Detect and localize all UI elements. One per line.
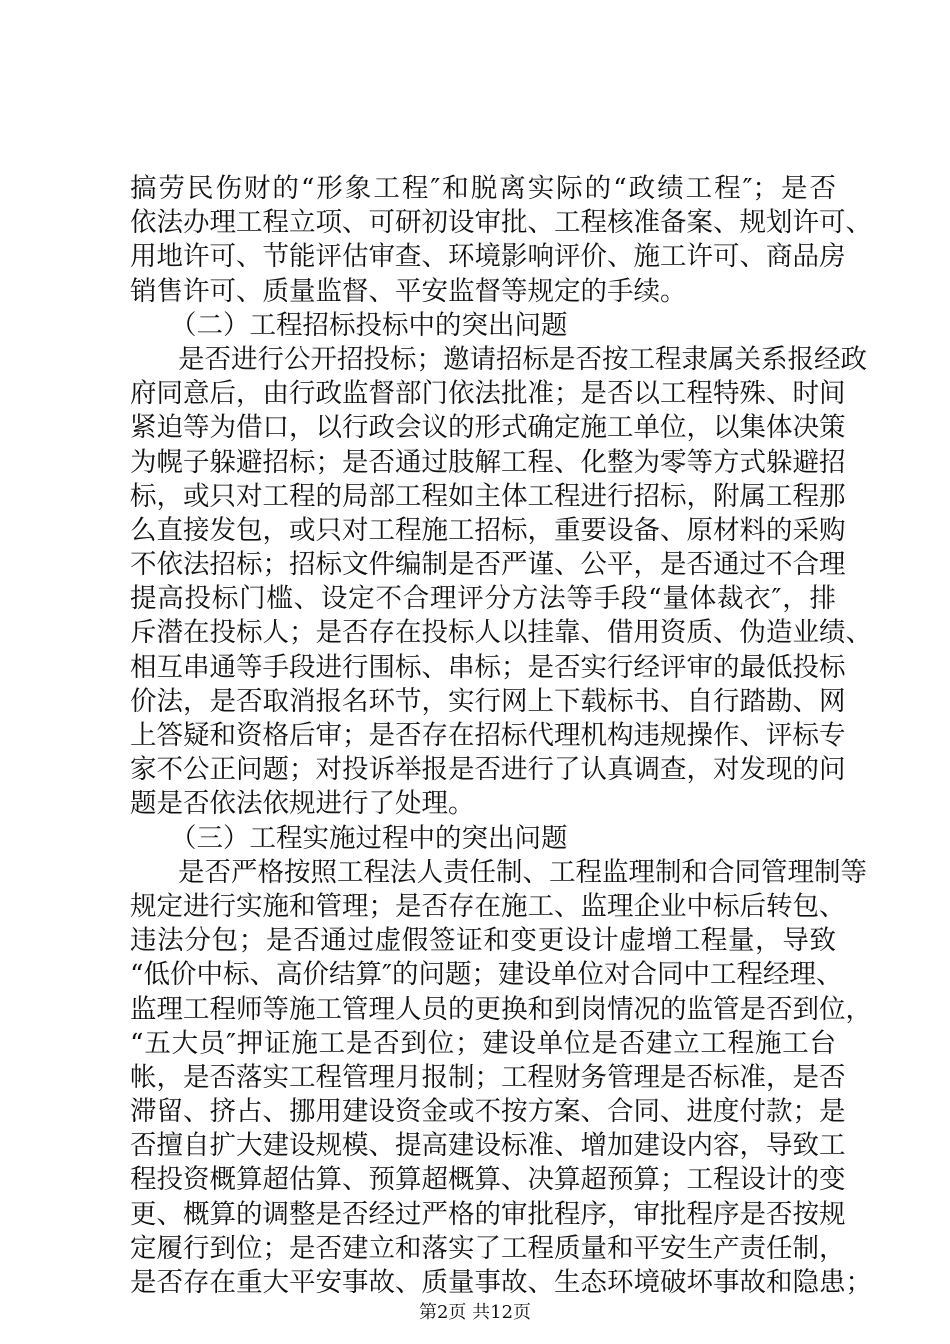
paragraph-line: 相互串通等手段进行围标、串标；是否实行经评审的最低投标 [130,651,846,683]
paragraph-line: 更、概算的调整是否经过严格的审批程序，审批程序是否按规 [130,1198,846,1230]
paragraph-line: 为幌子躲避招标；是否通过肢解工程、化整为零等方式躲避招 [130,446,846,478]
paragraph-1 [130,172,872,309]
paragraph-line: 是否存在重大平安事故、质量事故、生态环境破坏事故和隐患； [130,1267,872,1298]
paragraph-line: 紧迫等为借口，以行政会议的形式确定施工单位，以集体决策 [130,412,846,444]
section-heading-2: （二）工程招标投标中的突出问题 [170,309,568,341]
paragraph-line: 滞留、挤占、挪用建设资金或不按方案、合同、进度付款；是 [130,1096,846,1128]
paragraph-3 [130,856,872,1300]
paragraph-line: 上答疑和资格后审；是否存在招标代理机构违规操作、评标专 [130,720,846,751]
page-number: 第2页 共12页 [418,1302,532,1323]
paragraph-line: 依法办理工程立项、可研初设审批、工程核准备案、规划许可、 [130,207,872,239]
paragraph-line: 是否进行公开招投标；邀请招标是否按工程隶属关系报经政 [178,343,867,375]
paragraph-line: 价法，是否取消报名环节，实行网上下载标书、自行踏勘、网 [130,685,846,717]
paragraph-line: 么直接发包，或只对工程施工招标，重要设备、原材料的采购 [130,514,846,546]
paragraph-2 [130,343,872,822]
paragraph-line: 定履行到位；是否建立和落实了工程质量和平安生产责任制， [130,1232,846,1264]
paragraph-line: 否擅自扩大建设规模、提高建设标准、增加建设内容，导致工 [130,1130,846,1162]
paragraph-line: 不依法招标；招标文件编制是否严谨、公平，是否通过不合理 [130,549,846,581]
paragraph-line: 违法分包；是否通过虚假签证和变更设计虚增工程量，导致 [130,925,836,957]
paragraph-line: 家不公正问题；对投诉举报是否进行了认真调查，对发现的问 [130,754,846,786]
paragraph-line: 斥潜在投标人；是否存在投标人以挂靠、借用资质、伪造业绩、 [130,617,872,649]
paragraph-line: 提高投标门槛、设定不合理评分方法等手段“量体裁衣″，排 [130,583,836,615]
paragraph-line: 是否严格按照工程法人责任制、工程监理制和合同管理制等 [178,856,867,888]
paragraph-line: 题是否依法依规进行了处理。 [130,788,475,820]
paragraph-line: 搞劳民伤财的“形象工程″和脱离实际的“政绩工程″；是否 [130,173,836,204]
paragraph-line: 标，或只对工程的局部工程如主体工程进行招标，附属工程那 [130,480,846,512]
paragraph-line: 规定进行实施和管理；是否存在施工、监理企业中标后转包、 [130,890,846,922]
paragraph-line: 帐，是否落实工程管理月报制；工程财务管理是否标准，是否 [130,1061,846,1093]
paragraph-line: 府同意后，由行政监督部门依法批准；是否以工程特殊、时间 [130,378,846,410]
section-heading-3: （三）工程实施过程中的突出问题 [170,822,568,854]
document-body [130,172,872,1300]
paragraph-line: 监理工程师等施工管理人员的更换和到岗情况的监管是否到位， [130,993,872,1025]
paragraph-line: 销售许可、质量监督、平安监督等规定的手续。 [130,275,687,307]
paragraph-line: “低价中标、高价结算″的问题；建设单位对合同中工程经理、 [130,959,843,991]
paragraph-line: 用地许可、节能评估审查、环境影响评价、施工许可、商品房 [130,241,846,273]
paragraph-line: 程投资概算超估算、预算超概算、决算超预算；工程设计的变 [130,1164,846,1196]
paragraph-line: “五大员″押证施工是否到位；建设单位是否建立工程施工台 [130,1027,836,1059]
